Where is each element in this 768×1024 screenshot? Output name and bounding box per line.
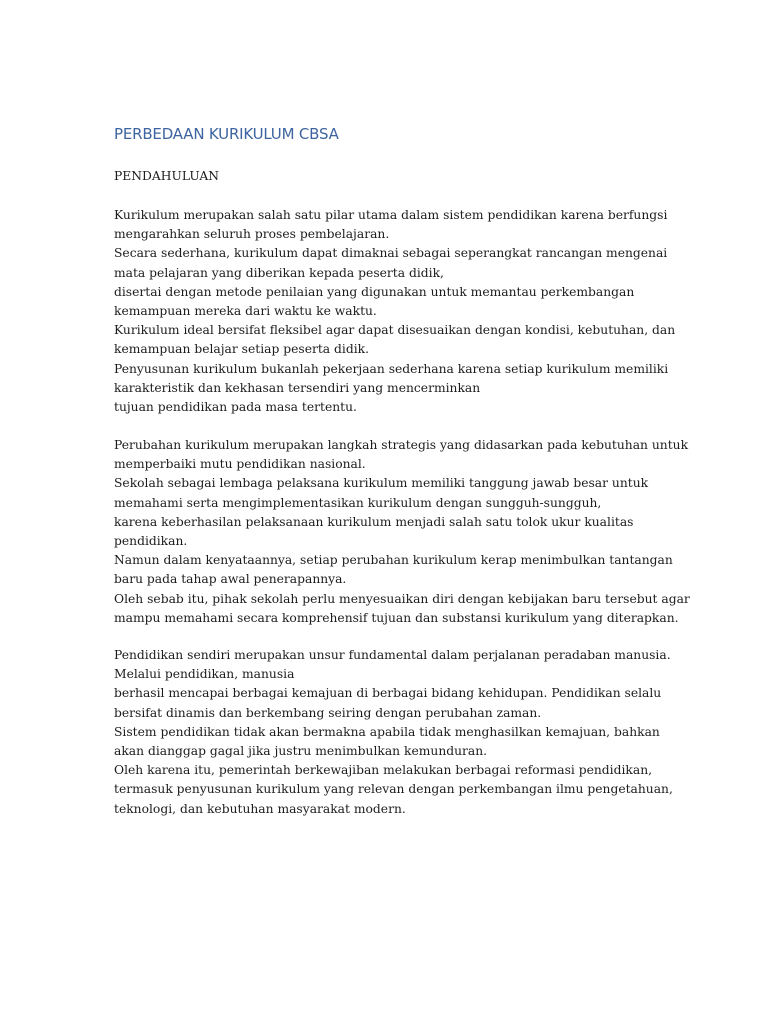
text-line: Sekolah sebagai lembaga pelaksana kurikulum memiliki tanggung jawab besar untuk [114,476,649,491]
text-line: Perubahan kurikulum merupakan langkah strategis yang didasarkan pada kebutuhan untuk [114,438,689,452]
text-line: termasuk penyusunan kurikulum yang relevan dengan perkembangan ilmu pengetahuan, [114,782,673,797]
text-line: kemampuan belajar setiap peserta didik. [114,342,370,357]
paragraph-3 [114,646,714,819]
text-line: tujuan pendidikan pada masa tertentu. [114,400,357,415]
text-line: akan dianggap gagal jika justru menimbulkan kemunduran. [114,744,488,759]
text-line: memahami serta mengimplementasikan kurikulum dengan sungguh-sungguh, [114,495,602,510]
text-line: berhasil mencapai berbagai kemajuan di berbagai bidang kehidupan. Pendidikan selalu [114,686,662,701]
text-line: mengarahkan seluruh proses pembelajaran. [114,227,390,242]
text-line: Pendidikan sendiri merupakan unsur fundamental dalam perjalanan peradaban manusia. [114,648,671,662]
paragraph-2 [114,436,714,628]
text-line: baru pada tahap awal penerapannya. [114,572,347,587]
text-line: teknologi, dan kebutuhan masyarakat modern. [114,801,406,816]
text-line: karakteristik dan kekhasan tersendiri yang mencerminkan [114,380,481,395]
text-line: Secara sederhana, kurikulum dapat dimaknai sebagai seperangkat rancangan mengenai [114,246,668,261]
text-line: memperbaiki mutu pendidikan nasional. [114,457,366,472]
text-line: kemampuan mereka dari waktu ke waktu. [114,304,377,319]
document-title: PERBEDAAN KURIKULUM CBSA [114,125,339,143]
section-heading: PENDAHULUAN [114,169,219,183]
text-line: pendidikan. [114,534,188,549]
text-line: mampu memahami secara komprehensif tujuan dan substansi kurikulum yang diterapkan. [114,610,679,625]
text-line: mata pelajaran yang diberikan kepada peserta didik, [114,265,444,280]
text-line: Kurikulum ideal bersifat fleksibel agar dapat disesuaikan dengan kondisi, kebutuhan, dan [114,323,676,338]
paragraph-1 [114,206,714,417]
text-line: Kurikulum merupakan salah satu pilar utama dalam sistem pendidikan karena berfungsi [114,208,668,222]
text-line: Sistem pendidikan tidak akan bermakna apabila tidak menghasilkan kemajuan, bahkan [114,724,660,739]
text-line: disertai dengan metode penilaian yang digunakan untuk memantau perkembangan [114,284,635,299]
text-line: Penyusunan kurikulum bukanlah pekerjaan sederhana karena setiap kurikulum memiliki [114,361,669,376]
text-line: Oleh karena itu, pemerintah berkewajiban melakukan berbagai reformasi pendidikan, [114,763,653,778]
text-line: karena keberhasilan pelaksanaan kurikulum menjadi salah satu tolok ukur kualitas [114,514,634,529]
text-line: bersifat dinamis dan berkembang seiring dengan perubahan zaman. [114,705,542,720]
text-line: Melalui pendidikan, manusia [114,667,295,682]
text-line: Oleh sebab itu, pihak sekolah perlu menyesuaikan diri dengan kebijakan baru tersebut agar [114,591,690,606]
text-line: Namun dalam kenyataannya, setiap perubahan kurikulum kerap menimbulkan tantangan [114,553,673,568]
